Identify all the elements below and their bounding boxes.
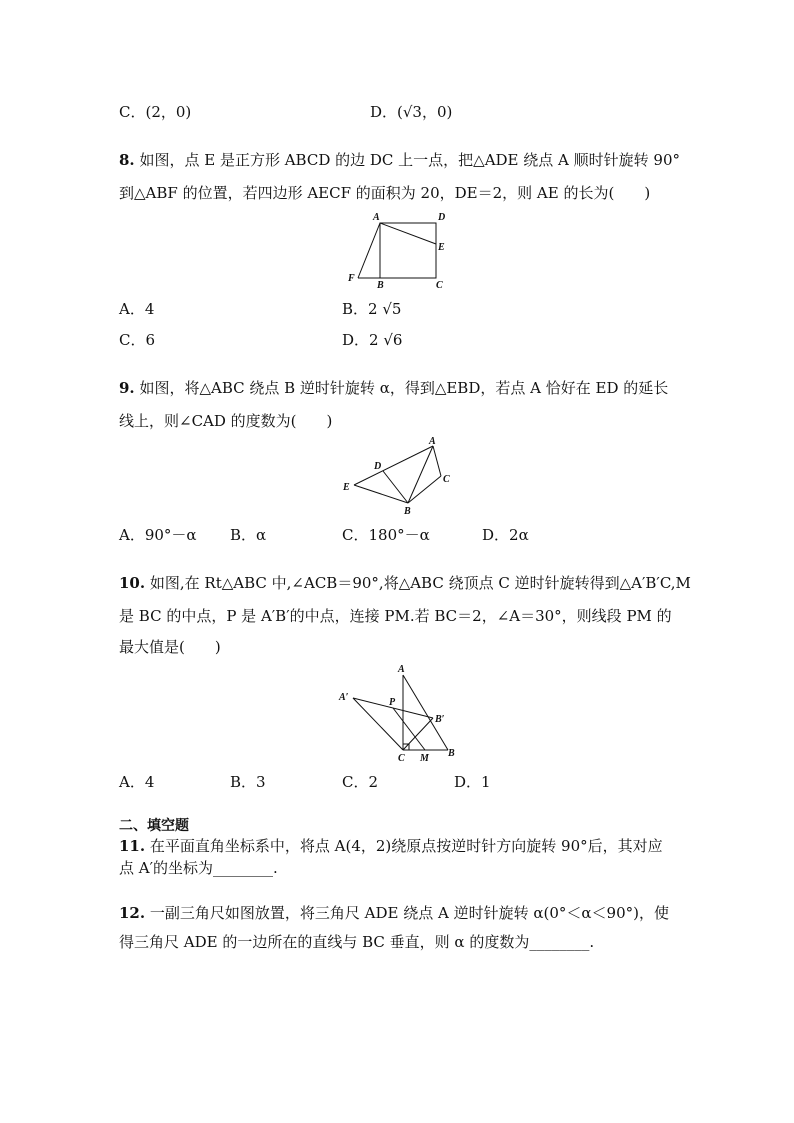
q11-text-1: 在平面直角坐标系中，将点 A(4，2)绕原点按逆时针方向旋转 90°后，其对应: [149, 837, 663, 855]
q8-label-f: F: [348, 273, 355, 284]
q9-line2: 线上，则∠CAD 的度数为( ): [119, 412, 333, 430]
q9-segment-ab: [408, 446, 433, 503]
q8-label-a: A: [373, 212, 380, 223]
q12-line2: 得三角尺 ADE 的一边所在的直线与 BC 垂直，则 α 的度数为________.: [119, 933, 595, 951]
q9-option-c: C．180°－α: [342, 526, 430, 544]
q11-line1: [119, 836, 663, 856]
q10-label-a: A: [398, 664, 405, 675]
q8-option-a: A．4: [119, 300, 155, 318]
q10-label-p: P: [389, 697, 396, 708]
q10-label-b: B: [448, 748, 455, 759]
q8-figure: [340, 208, 460, 294]
q10-label-a-prime: A′: [339, 692, 349, 703]
q9-text-1: 如图，将△ABC 绕点 B 逆时针旋转 α，得到△EBD，若点 A 恰好在 ED 的延长: [139, 379, 669, 397]
q10-segment-a1c: [353, 698, 403, 750]
q8-segment-af: [358, 223, 380, 278]
q9-label-e: E: [343, 482, 350, 493]
q10-option-b: B．3: [230, 773, 266, 791]
q9-option-d: D．2α: [482, 526, 529, 544]
q8-segment-ae: [380, 223, 436, 244]
q12-number: 12.: [119, 904, 146, 922]
q12-line1: [119, 903, 669, 923]
q8-number: 8.: [119, 151, 135, 169]
q10-option-d: D．1: [454, 773, 491, 791]
q8-option-b: B．2 √5: [342, 300, 402, 318]
q9-segment-cb: [408, 476, 441, 503]
q10-line2: 是 BC 的中点，P 是 A′B′的中点，连接 PM.若 BC＝2，∠A＝30°，则线段 PM 的: [119, 607, 672, 625]
q9-line1: [119, 378, 668, 398]
q9-segment-db: [383, 471, 408, 503]
q10-label-c: C: [398, 753, 405, 764]
section-title: 二、填空题: [119, 818, 189, 834]
q9-segment-ac: [433, 446, 441, 476]
q8-label-c: C: [436, 280, 443, 291]
q10-segment-b1c: [403, 718, 433, 750]
q10-option-c: C．2: [342, 773, 379, 791]
q9-label-c: C: [443, 474, 450, 485]
q7-option-d: D．(√3，0): [370, 103, 453, 121]
q8-option-c: C．6: [119, 331, 156, 349]
q8-line1: [119, 150, 680, 170]
q10-option-a: A．4: [119, 773, 155, 791]
q9-number: 9.: [119, 379, 135, 397]
q8-label-d: D: [438, 212, 446, 223]
q9-option-b: B．α: [230, 526, 267, 544]
q10-text-1: 如图,在 Rt△ABC 中,∠ACB＝90°,将△ABC 绕顶点 C 逆时针旋转得到△A′B′C,M: [149, 574, 691, 592]
q9-segment-eb: [354, 485, 408, 503]
q10-label-m: M: [420, 753, 429, 764]
q8-label-b: B: [377, 280, 384, 291]
q9-figure: [340, 436, 460, 518]
q11-number: 11.: [119, 837, 146, 855]
q10-label-b-prime: B′: [435, 714, 445, 725]
q9-label-b: B: [404, 506, 411, 517]
q10-line3: 最大值是( ): [119, 638, 221, 656]
q8-text-1: 如图，点 E 是正方形 ABCD 的边 DC 上一点，把△ADE 绕点 A 顺时针旋转 90°: [139, 151, 680, 169]
q8-label-e: E: [438, 242, 445, 253]
q7-option-c: C．(2，0): [119, 103, 192, 121]
q9-option-a: A．90°－α: [119, 526, 197, 544]
q12-text-1: 一副三角尺如图放置，将三角尺 ADE 绕点 A 逆时针旋转 α(0°＜α＜90°)，使: [149, 904, 669, 922]
q8-line2: 到△ABF 的位置，若四边形 AECF 的面积为 20，DE＝2，则 AE 的长为( ): [119, 184, 651, 202]
q10-number: 10.: [119, 574, 146, 592]
q11-line2: 点 A′的坐标为________.: [119, 859, 278, 877]
q9-label-a: A: [429, 436, 436, 447]
q8-option-d: D．2 √6: [342, 331, 403, 349]
q9-line-ea: [354, 446, 433, 485]
q10-line1: [119, 573, 691, 593]
q9-label-d: D: [374, 461, 382, 472]
q10-figure: [335, 660, 465, 768]
q8-square-abcd: [380, 223, 436, 278]
